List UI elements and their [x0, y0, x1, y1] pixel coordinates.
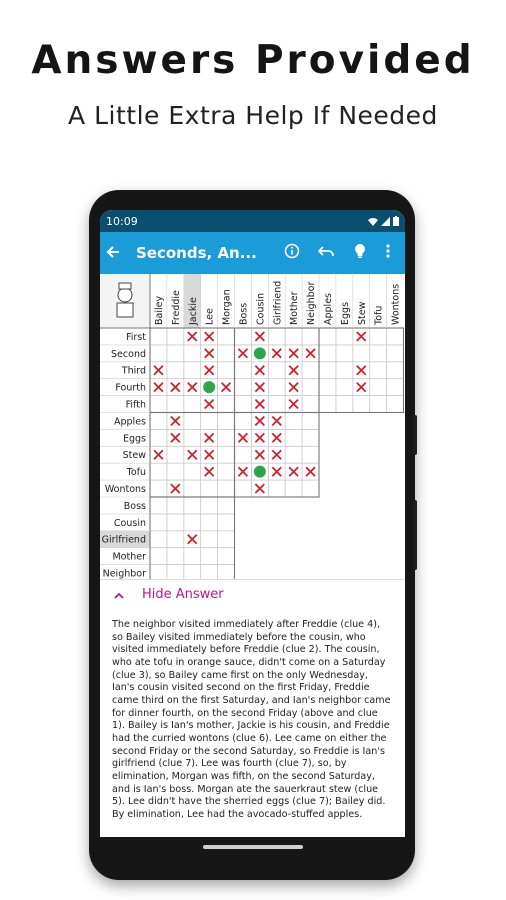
cross-mark-icon: [205, 450, 214, 459]
grid-cell[interactable]: [235, 413, 252, 430]
grid-cell[interactable]: [235, 362, 252, 379]
cross-mark-icon: [171, 484, 180, 493]
grid-cell[interactable]: [370, 362, 387, 379]
row-label[interactable]: Stew: [122, 450, 146, 462]
cross-mark-icon: [289, 349, 298, 358]
grid-cell[interactable]: [184, 345, 201, 362]
grid-cell[interactable]: [218, 565, 235, 579]
chevron-up-icon: [114, 588, 142, 602]
grid-cell[interactable]: [167, 328, 184, 345]
grid-cell[interactable]: [201, 497, 218, 514]
cross-mark-icon: [255, 484, 264, 493]
row-label[interactable]: First: [126, 331, 146, 343]
grid-cell[interactable]: [302, 413, 319, 430]
grid-cell[interactable]: [150, 480, 167, 497]
grid-cell[interactable]: [302, 429, 319, 446]
grid-cell[interactable]: [235, 379, 252, 396]
grid-cell[interactable]: [370, 396, 387, 413]
cross-mark-icon: [289, 383, 298, 392]
grid-cell[interactable]: [268, 328, 285, 345]
hide-answer-label: Hide Answer: [142, 587, 224, 602]
grid-cell[interactable]: [387, 362, 404, 379]
grid-cell[interactable]: [218, 497, 235, 514]
cross-mark-icon: [289, 400, 298, 409]
cross-mark-icon: [272, 417, 281, 426]
grid-cell[interactable]: [319, 362, 336, 379]
chef-body-icon: [117, 303, 133, 317]
grid-cell[interactable]: [268, 480, 285, 497]
grid-cell[interactable]: [184, 362, 201, 379]
cross-mark-icon: [357, 383, 366, 392]
row-label[interactable]: Apples: [114, 416, 146, 428]
column-header[interactable]: Morgan: [221, 289, 233, 325]
cross-mark-icon: [188, 450, 197, 459]
row-label[interactable]: Neighbor: [102, 568, 146, 579]
cross-mark-icon: [205, 349, 214, 358]
grid-cell[interactable]: [387, 379, 404, 396]
column-header[interactable]: Stew: [356, 301, 368, 325]
cross-mark-icon: [222, 383, 231, 392]
grid-cell[interactable]: [302, 379, 319, 396]
cross-mark-icon: [239, 349, 248, 358]
undo-icon[interactable]: [309, 244, 343, 262]
promo-headline: Answers Provided: [31, 38, 475, 83]
grid-cell[interactable]: [167, 345, 184, 362]
grid-cell[interactable]: [370, 345, 387, 362]
grid-cell[interactable]: [235, 480, 252, 497]
grid-block: [150, 328, 235, 413]
column-header[interactable]: Cousin: [255, 292, 267, 325]
grid-cell[interactable]: [167, 497, 184, 514]
cross-mark-icon: [272, 450, 281, 459]
grid-cell[interactable]: [201, 531, 218, 548]
chef-hat-icon: [119, 283, 131, 289]
cross-mark-icon: [239, 433, 248, 442]
cross-mark-icon: [205, 467, 214, 476]
grid-cell[interactable]: [235, 446, 252, 463]
row-label[interactable]: Mother: [112, 551, 146, 563]
cross-mark-icon: [357, 366, 366, 375]
row-label[interactable]: Third: [121, 365, 146, 377]
grid-cell[interactable]: [218, 514, 235, 531]
grid-cell[interactable]: [150, 413, 167, 430]
column-header[interactable]: Neighbor: [306, 281, 318, 325]
grid-cell[interactable]: [336, 362, 353, 379]
cross-mark-icon: [154, 450, 163, 459]
row-label[interactable]: Fifth: [125, 399, 146, 411]
row-label[interactable]: Girlfriend: [101, 534, 146, 546]
grid-cell[interactable]: [150, 328, 167, 345]
app-bar: [100, 232, 405, 274]
cross-mark-icon: [239, 467, 248, 476]
app-screen: [100, 210, 405, 837]
more-vert-icon[interactable]: [377, 244, 399, 262]
grid-cell[interactable]: [201, 413, 218, 430]
grid-cell[interactable]: [268, 362, 285, 379]
grid-cell[interactable]: [218, 362, 235, 379]
grid-cell[interactable]: [218, 531, 235, 548]
grid-cell[interactable]: [218, 463, 235, 480]
column-header[interactable]: Wontons: [390, 283, 402, 325]
grid-cell[interactable]: [201, 514, 218, 531]
wifi-icon: [368, 217, 378, 226]
grid-cell[interactable]: [336, 345, 353, 362]
chef-icon: [118, 288, 132, 302]
grid-cell[interactable]: [285, 328, 302, 345]
row-label[interactable]: Boss: [123, 500, 146, 512]
grid-cell[interactable]: [302, 396, 319, 413]
row-label[interactable]: Second: [111, 348, 146, 360]
cross-mark-icon: [205, 366, 214, 375]
cross-mark-icon: [171, 417, 180, 426]
grid-cell[interactable]: [285, 446, 302, 463]
grid-cell[interactable]: [184, 463, 201, 480]
grid-cell[interactable]: [150, 548, 167, 565]
row-label[interactable]: Eggs: [122, 433, 146, 445]
grid-cell[interactable]: [353, 396, 370, 413]
grid-cell[interactable]: [184, 497, 201, 514]
grid-cell[interactable]: [319, 379, 336, 396]
cross-mark-icon: [188, 332, 197, 341]
grid-cell[interactable]: [184, 429, 201, 446]
grid-cell[interactable]: [285, 480, 302, 497]
column-header[interactable]: Bailey: [153, 295, 165, 325]
promo-subline: A Little Extra Help If Needed: [68, 101, 438, 130]
cross-mark-icon: [154, 366, 163, 375]
grid-cell[interactable]: [218, 446, 235, 463]
cross-mark-icon: [272, 467, 281, 476]
grid-cell[interactable]: [184, 413, 201, 430]
cross-mark-icon: [255, 417, 264, 426]
cross-mark-icon: [306, 349, 315, 358]
grid-cell[interactable]: [167, 514, 184, 531]
status-time: 10:09: [106, 214, 138, 228]
grid-cell[interactable]: [302, 480, 319, 497]
status-icons: [368, 216, 399, 226]
grid-cell[interactable]: [319, 396, 336, 413]
cross-mark-icon: [255, 433, 264, 442]
grid-cell[interactable]: [353, 345, 370, 362]
grid-cell[interactable]: [167, 531, 184, 548]
grid-cell[interactable]: [150, 565, 167, 579]
cross-mark-icon: [205, 400, 214, 409]
grid-cell[interactable]: [150, 531, 167, 548]
column-header[interactable]: Boss: [238, 302, 250, 325]
gesture-nav-bar[interactable]: [203, 845, 303, 849]
grid-cell[interactable]: [336, 379, 353, 396]
grid-cell[interactable]: [302, 328, 319, 345]
grid-cell[interactable]: [235, 328, 252, 345]
grid-cell[interactable]: [370, 328, 387, 345]
grid-cell[interactable]: [268, 379, 285, 396]
info-icon[interactable]: [275, 243, 309, 263]
grid-cell[interactable]: [184, 514, 201, 531]
cross-mark-icon: [289, 366, 298, 375]
row-label[interactable]: Wontons: [104, 484, 146, 495]
grid-cell[interactable]: [218, 548, 235, 565]
grid-cell[interactable]: [302, 362, 319, 379]
grid-cell[interactable]: [167, 463, 184, 480]
column-header[interactable]: Apples: [322, 293, 334, 325]
grid-cell[interactable]: [370, 379, 387, 396]
power-button: [413, 415, 417, 455]
battery-icon: [393, 216, 399, 226]
grid-block: [235, 328, 320, 413]
grid-cell[interactable]: [150, 463, 167, 480]
cross-mark-icon: [188, 535, 197, 544]
grid-cell[interactable]: [235, 396, 252, 413]
match-dot-icon: [254, 466, 266, 478]
grid-cell[interactable]: [336, 396, 353, 413]
grid-cell[interactable]: [167, 548, 184, 565]
grid-cell[interactable]: [150, 497, 167, 514]
grid-cell[interactable]: [184, 396, 201, 413]
grid-cell[interactable]: [285, 429, 302, 446]
grid-cell[interactable]: [218, 480, 235, 497]
grid-cell[interactable]: [302, 446, 319, 463]
grid-cell[interactable]: [150, 514, 167, 531]
cross-mark-icon: [255, 383, 264, 392]
grid-cell[interactable]: [218, 345, 235, 362]
grid-cell[interactable]: [167, 396, 184, 413]
cross-mark-icon: [171, 383, 180, 392]
cross-mark-icon: [255, 366, 264, 375]
cross-mark-icon: [289, 467, 298, 476]
grid-cell[interactable]: [150, 429, 167, 446]
column-header[interactable]: Freddie: [170, 290, 182, 325]
match-dot-icon: [254, 347, 266, 359]
cross-mark-icon: [205, 433, 214, 442]
signal-icon: [381, 217, 390, 226]
cross-mark-icon: [357, 332, 366, 341]
grid-cell[interactable]: [319, 345, 336, 362]
cross-mark-icon: [306, 467, 315, 476]
grid-cell[interactable]: [268, 396, 285, 413]
grid-cell[interactable]: [218, 429, 235, 446]
column-header[interactable]: Eggs: [339, 301, 351, 325]
grid-cell[interactable]: [387, 345, 404, 362]
grid-cell[interactable]: [201, 480, 218, 497]
column-header[interactable]: Mother: [289, 291, 301, 325]
grid-cell[interactable]: [201, 565, 218, 579]
grid-cell[interactable]: [184, 548, 201, 565]
answer-explanation: The neighbor visited immediately after Freddie (clue 4), so Bailey visited immediately before the cousin, who visited immediately before Freddie (clue 2). The cousin, who ate tofu in orange sauce, didn't come on a Saturday (clue 3), so Bailey came first on the only Wednesday, Ian's cousin visited second on the first Friday, Freddie came third on the first Saturday, and Ian's neighbor came for dinner fourth, on the second Friday (above and clue 1). Bailey is Ian's mother, Jackie is his cousin, and Freddie had the curried wontons (clue 6). Lee came on either the second Friday or the second Saturday, so Freddie is Ian's girlfriend (clue 7). Lee was fourth (clue 7), so, by elimination, Morgan was fifth, on the second Saturday, and is Ian's boss. Morgan ate the sauerkraut stew (clue 5). Lee didn't have the sherried eggs (clue 7); Bailey did. By elimination, Lee had the avocado-stuffed apples.: [112, 619, 391, 820]
grid-cell[interactable]: [285, 413, 302, 430]
cross-mark-icon: [272, 349, 281, 358]
grid-cell[interactable]: [336, 328, 353, 345]
grid-cell[interactable]: [184, 565, 201, 579]
logic-grid: [100, 274, 405, 579]
grid-cell[interactable]: [150, 396, 167, 413]
logic-grid-svg[interactable]: [100, 274, 405, 579]
grid-cell[interactable]: [150, 345, 167, 362]
puzzle-title: Seconds, An...: [136, 244, 257, 262]
grid-cell[interactable]: [218, 328, 235, 345]
cross-mark-icon: [205, 332, 214, 341]
grid-cell[interactable]: [218, 396, 235, 413]
grid-cell[interactable]: [319, 328, 336, 345]
hide-answer-toggle[interactable]: [100, 579, 405, 609]
match-dot-icon: [203, 381, 215, 393]
grid-cell[interactable]: [167, 565, 184, 579]
cross-mark-icon: [255, 450, 264, 459]
grid-cell[interactable]: [184, 480, 201, 497]
row-label[interactable]: Cousin: [113, 517, 146, 529]
row-label[interactable]: Tofu: [126, 467, 146, 479]
cross-mark-icon: [255, 332, 264, 341]
status-bar: [100, 210, 405, 232]
cross-mark-icon: [171, 433, 180, 442]
column-header[interactable]: Tofu: [373, 305, 385, 325]
arrow-back-icon[interactable]: [106, 243, 136, 264]
grid-cell[interactable]: [167, 446, 184, 463]
grid-cell[interactable]: [218, 413, 235, 430]
grid-cell[interactable]: [387, 396, 404, 413]
cross-mark-icon: [154, 383, 163, 392]
column-header[interactable]: Jackie: [187, 297, 199, 325]
grid-cell[interactable]: [201, 548, 218, 565]
cross-mark-icon: [272, 433, 281, 442]
column-header[interactable]: Girlfriend: [272, 280, 284, 325]
cross-mark-icon: [188, 383, 197, 392]
cross-mark-icon: [255, 400, 264, 409]
row-label[interactable]: Fourth: [115, 382, 146, 394]
grid-cell[interactable]: [387, 328, 404, 345]
column-header[interactable]: Lee: [204, 308, 216, 325]
volume-button: [413, 500, 417, 570]
lightbulb-icon[interactable]: [343, 243, 377, 263]
grid-cell[interactable]: [167, 362, 184, 379]
